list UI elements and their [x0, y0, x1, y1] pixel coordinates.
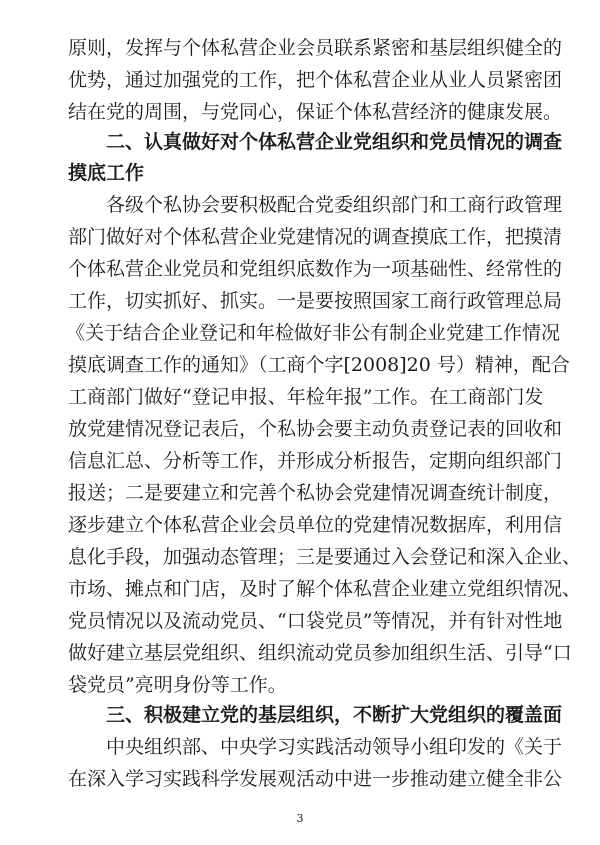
body-line: 党员情况以及流动党员、“口袋党员”等情况，并有针对性地 [68, 610, 563, 632]
body-line: 摸底调查工作的通知》（工商个字[2008]20 号）精神，配合 [68, 354, 570, 376]
body-line: 做好建立基层党组织、组织流动党员参加组织生活、引导“口 [68, 642, 572, 664]
section-heading-2-cont: 摸底工作 [68, 162, 145, 184]
body-line: 结在党的周围，与党同心，保证个体私营经济的健康发展。 [68, 101, 563, 123]
body-line: 优势，通过加强党的工作，把个体私营企业从业人员紧密团 [68, 69, 563, 91]
body-line: 报送；二是要建立和完善个私协会党建情况调查统计制度， [68, 482, 563, 504]
body-line: 息化手段，加强动态管理；三是要通过入会登记和深入企业、 [68, 546, 582, 568]
body-line: 原则，发挥与个体私营企业会员联系紧密和基层组织健全的 [68, 37, 563, 59]
body-line: 信息汇总、分析等工作，并形成分析报告，定期向组织部门 [68, 450, 563, 472]
section-heading-2: 二、认真做好对个体私营企业党组织和党员情况的调查 [106, 131, 563, 153]
body-line: 袋党员”亮明身份等工作。 [68, 674, 287, 696]
body-line: 各级个私协会要积极配合党委组织部门和工商行政管理 [106, 194, 563, 216]
body-line: 个体私营企业党员和党组织底数作为一项基础性、经常性的 [68, 258, 563, 280]
body-line: 逐步建立个体私营企业会员单位的党建情况数据库，利用信 [68, 514, 563, 536]
body-line: 放党建情况登记表后，个私协会要主动负责登记表的回收和 [68, 418, 563, 440]
body-line: 在深入学习实践科学发展观活动中进一步推动建立健全非公 [68, 768, 563, 790]
body-line: 《关于结合企业登记和年检做好非公有制企业党建工作情况 [66, 322, 561, 344]
body-line: 中央组织部、中央学习实践活动领导小组印发的《关于 [106, 736, 563, 758]
body-line: 工作，切实抓好、抓实。一是要按照国家工商行政管理总局 [68, 290, 563, 312]
body-line: 工商部门做好“登记申报、年检年报”工作。在工商部门发 [68, 386, 544, 408]
body-line: 市场、摊点和门店，及时了解个体私营企业建立党组织情况、 [68, 578, 582, 600]
page-number: 3 [296, 812, 304, 825]
body-line: 部门做好对个体私营企业党建情况的调查摸底工作，把摸清 [68, 226, 563, 248]
section-heading-3: 三、积极建立党的基层组织，不断扩大党组织的覆盖面 [106, 704, 563, 726]
